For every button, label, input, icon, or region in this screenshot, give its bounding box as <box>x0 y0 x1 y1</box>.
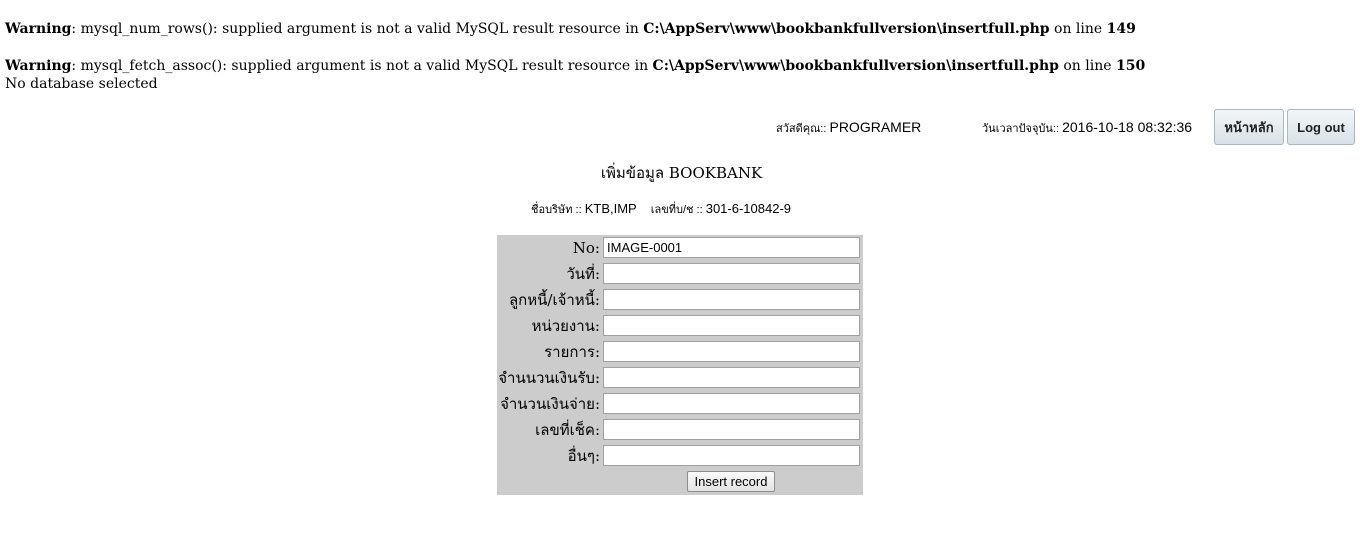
datetime-value: 2016-10-18 08:32:36 <box>1062 119 1193 135</box>
field-label-item: รายการ: <box>544 343 600 361</box>
field-label-amount-paid: จำนวนเงินจ่าย: <box>500 395 600 413</box>
date-input[interactable] <box>603 263 860 284</box>
home-button[interactable]: หน้าหลัก <box>1214 109 1284 145</box>
account-number: 301-6-10842-9 <box>705 201 792 216</box>
php-warning-1 <box>5 20 1136 38</box>
other-input[interactable] <box>603 445 860 466</box>
account-number-label: เลขที่บ/ช :: <box>650 204 706 216</box>
form-row-item <box>497 339 863 365</box>
cheque-number-input[interactable] <box>603 419 860 440</box>
form-row-date <box>497 261 863 287</box>
form-row-cheque-number <box>497 417 863 443</box>
field-label-department: หน่วยงาน: <box>531 317 600 335</box>
warning-label: Warning <box>5 21 72 37</box>
form-row-other <box>497 443 863 469</box>
greeting-label: สวัสดีคุณ:: <box>776 123 830 135</box>
field-label-other: อื่นๆ: <box>567 447 600 465</box>
form-row-amount-paid <box>497 391 863 417</box>
warning-path: C:\AppServ\www\bookbankfullversion\insertfull.php <box>652 58 1059 74</box>
username: PROGRAMER <box>829 119 922 135</box>
current-datetime <box>982 119 1192 137</box>
no-input[interactable] <box>603 237 860 258</box>
user-greeting <box>776 119 921 137</box>
warning-line-number: 150 <box>1115 58 1146 74</box>
insert-record-button[interactable]: Insert record <box>687 471 775 492</box>
company-label: ชื่อบริษัท :: <box>531 204 585 216</box>
item-input[interactable] <box>603 341 860 362</box>
insert-record-form <box>497 235 863 495</box>
datetime-label: วันเวลาปัจจุบัน:: <box>982 123 1063 135</box>
warning-line-number: 149 <box>1106 21 1136 37</box>
db-error-message: No database selected <box>5 76 158 92</box>
debtor-creditor-input[interactable] <box>603 289 860 310</box>
php-warning-2 <box>5 57 1145 75</box>
amount-paid-input[interactable] <box>603 393 860 414</box>
form-row-no <box>497 235 863 261</box>
field-label-cheque-number: เลขที่เช็ค: <box>535 421 600 439</box>
company-name: KTB,IMP <box>584 201 637 216</box>
field-label-debtor-creditor: ลูกหนี้/เจ้าหนี้: <box>508 291 600 309</box>
logout-button[interactable]: Log out <box>1287 109 1355 145</box>
form-row-amount-received <box>497 365 863 391</box>
amount-received-input[interactable] <box>603 367 860 388</box>
form-row-department <box>497 313 863 339</box>
warning-line-text: on line <box>1049 21 1107 37</box>
field-label-date: วันที่: <box>566 265 600 283</box>
warning-label: Warning <box>5 58 72 74</box>
warning-message: : mysql_num_rows(): supplied argument is not a valid MySQL result resource in <box>71 21 644 37</box>
account-info <box>531 200 791 218</box>
field-label-no: No: <box>572 239 600 257</box>
page-title: เพิ่มข้อมูล BOOKBANK <box>600 164 763 182</box>
department-input[interactable] <box>603 315 860 336</box>
warning-message: : mysql_fetch_assoc(): supplied argument is not a valid MySQL result resource in <box>71 58 653 74</box>
warning-path: C:\AppServ\www\bookbankfullversion\insertfull.php <box>643 21 1050 37</box>
warning-line-text: on line <box>1058 58 1116 74</box>
field-label-amount-received: จำนนวนเงินรับ: <box>498 369 600 387</box>
form-row-debtor-creditor <box>497 287 863 313</box>
